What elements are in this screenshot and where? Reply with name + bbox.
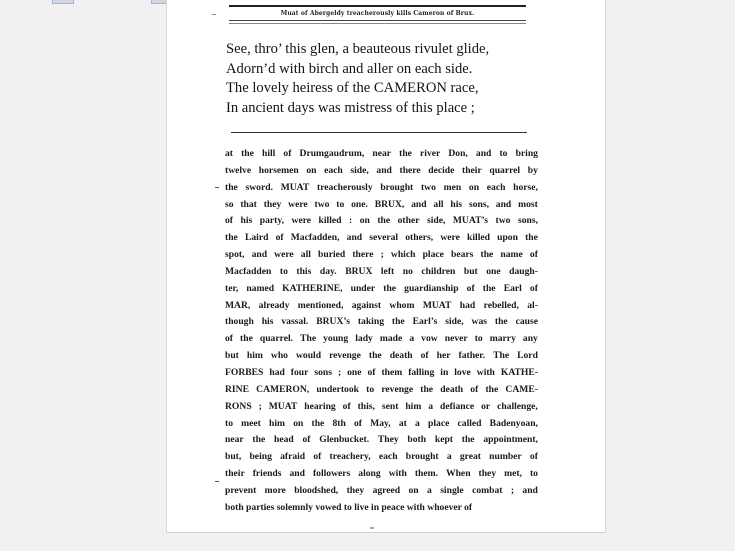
- verse-line: See, thro’ this glen, a beauteous rivulet glide,: [226, 41, 490, 57]
- verse-line: In ancient days was mistress of this place ;: [226, 99, 475, 116]
- prose-line: their friends and followers along with them. When they met, to: [225, 468, 538, 480]
- prose-line: FORBES had four sons ; one of them falling in love with KATHE-: [225, 366, 538, 378]
- prose-line: so that they were two to one. BRUX, and all his sons, and most: [225, 198, 538, 210]
- margin-mark: [215, 187, 219, 188]
- prose-line: but him who would revenge the death of her father. The Lord: [225, 350, 538, 362]
- prose-line: of the quarrel. The young lady made a vow never to marry any: [225, 333, 538, 345]
- prose-line: at the hill of Drumgaudrum, near the river Don, and to bring: [225, 148, 538, 159]
- prose-line: but, being afraid of treachery, each brought a great number of: [225, 451, 538, 463]
- prose-line: ter, named KATHERINE, under the guardianship of the Earl of: [225, 282, 538, 294]
- verse-line: The lovely heiress of the CAMERON race,: [226, 80, 479, 96]
- prose-line: of his party, were killed : on the other side, MUAT’s two sons,: [225, 215, 538, 227]
- prose-line: the Laird of Macfadden, and several others, were killed upon the: [225, 232, 538, 244]
- section-rule: [231, 132, 527, 133]
- prose-line: near the head of Glenbucket. They both kept the appointment,: [225, 434, 538, 446]
- prose-line: Macfadden to this day. BRUX left no children but one daugh-: [225, 265, 538, 277]
- prose-line: though his vassal. BRUX’s taking the Earl’s side, was the cause: [225, 316, 538, 328]
- prose-line: spot, and were all buried there ; which place bears the name of: [225, 249, 538, 261]
- prose-line: RONS ; MUAT hearing of this, sent him a defiance or challenge,: [225, 400, 538, 412]
- header-rule: [229, 5, 526, 7]
- header-rule-lower: [229, 20, 526, 21]
- toolbar-button[interactable]: [52, 0, 74, 4]
- running-head: Muat of Abergeldy treacherously kills Cameron of Brux.: [280, 10, 475, 17]
- viewer-edge: [722, 0, 735, 551]
- prose-line: RINE CAMERON, undertook to revenge the death of the CAME-: [225, 383, 538, 395]
- verse-line: Adorn’d with birch and aller on each side.: [226, 60, 473, 77]
- margin-mark: [212, 14, 216, 15]
- prose-block: [225, 146, 538, 517]
- header-rule-lower: [229, 23, 526, 24]
- prose-line: MAR, already mentioned, against whom MUAT had rebelled, al-: [225, 299, 538, 311]
- prose-line: twelve horsemen on each side, and there decide their quarrel by: [225, 164, 538, 176]
- prose-line: to meet him on the 8th of May, at a place called Badenyoan,: [225, 417, 538, 429]
- prose-line: the sword. MUAT treacherously brought two men on each horse,: [225, 181, 538, 193]
- page-mark: [370, 527, 374, 529]
- verse-block: [226, 40, 546, 118]
- prose-line: prevent more bloodshed, they agreed on a single combat ; and: [225, 484, 538, 496]
- document-page: [166, 0, 606, 533]
- margin-mark: [215, 481, 219, 482]
- prose-line: both parties solemnly vowed to live in peace with whoever of: [225, 501, 473, 513]
